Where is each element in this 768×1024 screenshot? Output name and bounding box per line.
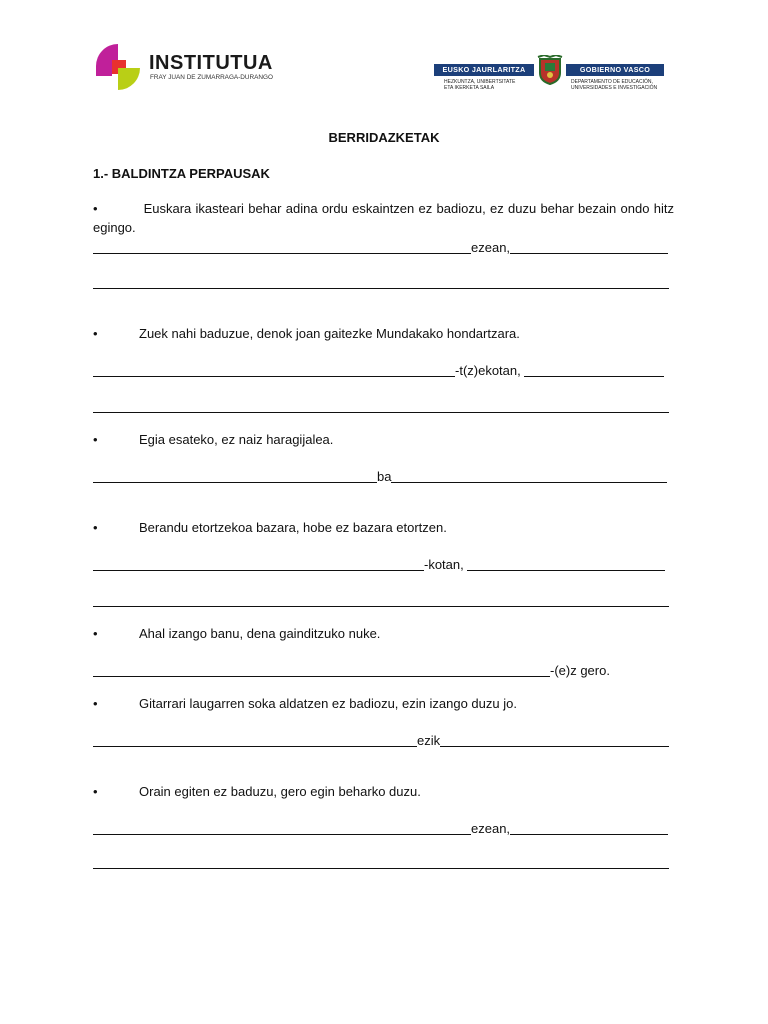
answer-blank[interactable] [524, 362, 664, 377]
exercise-4-connector: -kotan, [424, 557, 468, 572]
exercise-2-connector: -t(z)ekotan, [455, 363, 525, 378]
answer-blank[interactable] [93, 468, 377, 483]
exercise-1-text: Euskara ikasteari behar adina ordu eskaintzen ez badiozu, ez duzu behar bezain ondo hitz egingo. [93, 201, 674, 235]
gov-dept-spanish-line1: DEPARTAMENTO DE EDUCACIÓN, [571, 79, 653, 85]
exercise-7-text: Orain egiten ez baduzu, gero egin beharko duzu. [139, 784, 421, 799]
answer-blank[interactable] [93, 398, 669, 413]
answer-blank[interactable] [93, 556, 424, 571]
exercise-2-text: Zuek nahi baduzue, denok joan gaitezke Mundakako hondartzara. [139, 326, 520, 341]
exercise-5-bullet: • [93, 626, 98, 641]
exercise-3-text: Egia esateko, ez naiz haragijalea. [139, 432, 334, 447]
answer-blank[interactable] [93, 732, 417, 747]
answer-blank[interactable] [93, 854, 669, 869]
answer-blank[interactable] [391, 468, 667, 483]
answer-blank[interactable] [510, 239, 668, 254]
answer-blank[interactable] [93, 820, 471, 835]
gov-dept-basque-line1: HEZKUNTZA, UNIBERTSITATE [444, 79, 516, 85]
exercise-6-connector: ezik [417, 733, 441, 748]
institute-logo [92, 42, 273, 94]
institute-logo-mark-icon [92, 42, 144, 92]
exercise-5-answer-row-1 [93, 660, 610, 680]
answer-blank[interactable] [93, 239, 471, 254]
exercise-4-answer-row-2 [93, 590, 669, 610]
exercise-2-answer-row-2 [93, 396, 669, 416]
document-title: BERRIDAZKETAK [328, 130, 440, 145]
exercise-2-answer-row-1 [93, 360, 664, 380]
exercise-3-connector: ba [377, 469, 392, 484]
exercise-4-answer-row-1 [93, 554, 665, 574]
coat-of-arms-icon [536, 55, 564, 85]
exercise-5-connector: -(e)z gero. [550, 663, 610, 678]
answer-blank[interactable] [510, 820, 668, 835]
exercise-5-text: Ahal izango banu, dena gainditzuko nuke. [139, 626, 381, 641]
exercise-2-bullet: • [93, 326, 98, 341]
exercise-7-answer-row-2 [93, 852, 669, 872]
exercise-7-answer-row-1 [93, 818, 668, 838]
exercise-1-connector: ezean, [471, 240, 511, 255]
basque-government-logo [434, 54, 666, 94]
exercise-6-bullet: • [93, 696, 98, 711]
exercise-1-answer-row-2 [93, 272, 669, 292]
gov-dept-basque-line2: ETA IKERKETA SAILA [444, 85, 495, 91]
answer-blank[interactable] [93, 274, 669, 289]
institute-subtitle: FRAY JUAN DE ZUMARRAGA-DURANGO [150, 74, 273, 81]
answer-blank[interactable] [93, 662, 550, 677]
institute-name: INSTITUTUA [149, 52, 273, 74]
answer-blank[interactable] [440, 732, 669, 747]
gov-dept-spanish-line2: UNIVERSIDADES E INVESTIGACIÓN [571, 85, 658, 91]
exercise-6-answer-row-1 [93, 730, 669, 750]
exercise-7-bullet: • [93, 784, 98, 799]
gov-label-basque: EUSKO JAURLARITZA [434, 64, 534, 76]
exercise-1-sentence [93, 199, 674, 237]
exercise-3-answer-row-1 [93, 466, 667, 486]
answer-blank[interactable] [93, 592, 669, 607]
answer-blank[interactable] [467, 556, 665, 571]
bullet: • [93, 201, 98, 216]
exercise-1-answer-row-1 [93, 237, 668, 257]
exercise-4-text: Berandu etortzekoa bazara, hobe ez bazara etortzen. [139, 520, 447, 535]
exercise-3-bullet: • [93, 432, 98, 447]
gov-label-spanish: GOBIERNO VASCO [566, 64, 664, 76]
answer-blank[interactable] [93, 362, 455, 377]
exercise-6-text: Gitarrari laugarren soka aldatzen ez badiozu, ezin izango duzu jo. [139, 696, 517, 711]
exercise-4-bullet: • [93, 520, 98, 535]
gov-dept-spanish [571, 79, 657, 91]
exercise-7-connector: ezean, [471, 821, 511, 836]
gov-dept-basque [444, 79, 515, 91]
section-title: 1.- BALDINTZA PERPAUSAK [93, 166, 270, 181]
